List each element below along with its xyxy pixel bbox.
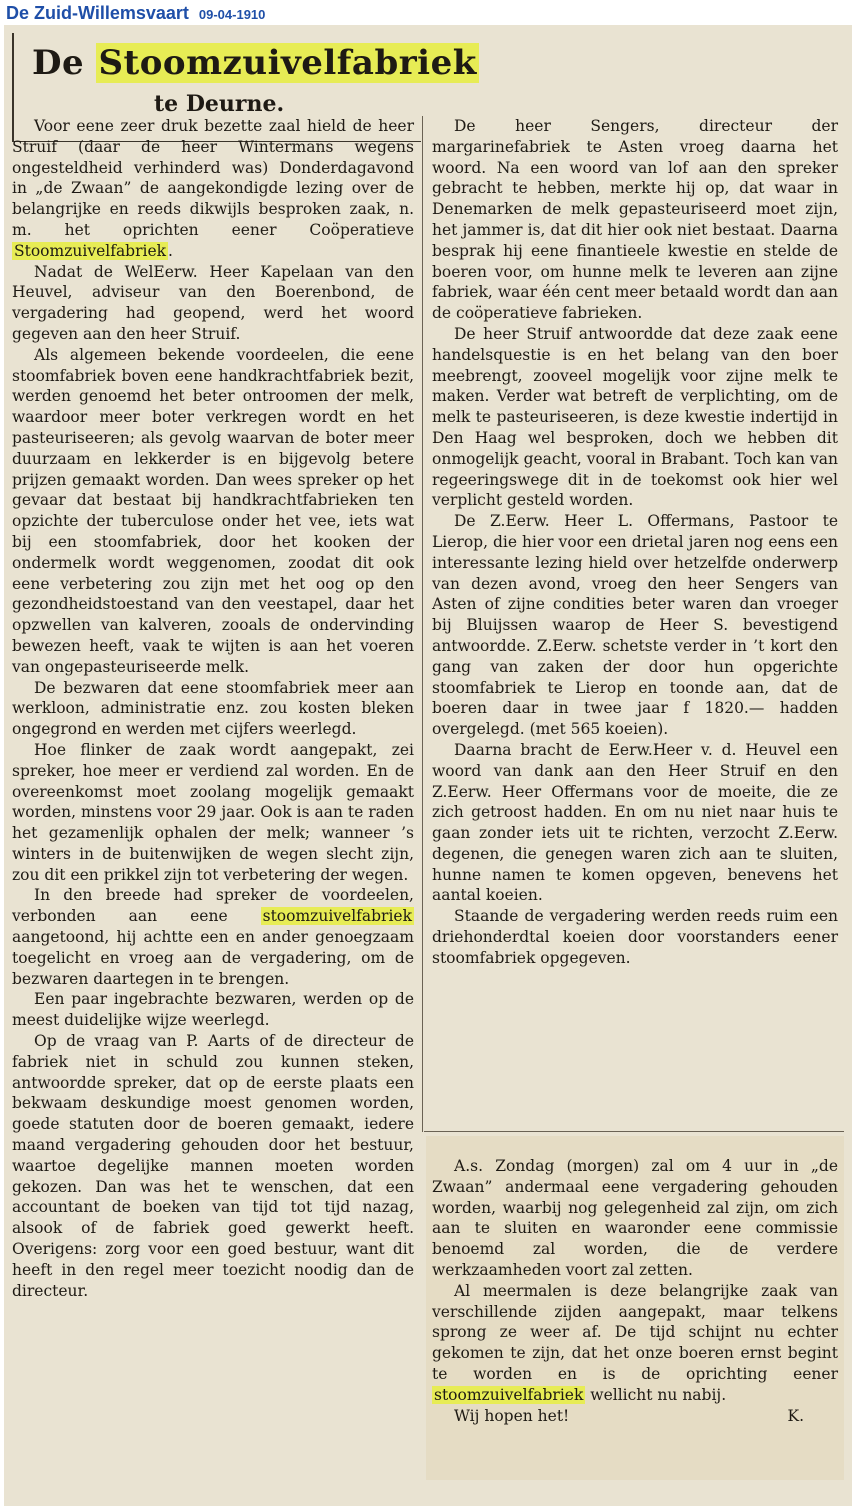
article-lower-right [432,1156,838,1426]
paragraph: Daarna bracht de Eerw.Heer v. d. Heuvel een woord van dank aan den Heer Struif en den Z.Eerw. Heer Offermans voor de moeite, die ze zich getroost hadden. En om nu niet naar huis te gaan zonder iets uit te richten, verzocht Z.Eerw. degenen, die genegen waren zich aan te sluiten, hunne namen te komen opgeven, benevens het aantal koeien. [432,740,838,905]
highlighted-term: stoomzuivelfabriek [434,1385,584,1404]
paragraph: Nadat de WelEerw. Heer Kapelaan van den Heuvel, adviseur van den Boerenbond, de vergadering had geopend, werd het woord gegeven aan den heer Struif. [12,262,414,343]
newspaper-header [6,3,265,25]
paragraph: Als algemeen bekende voordeelen, die eene stoomfabriek boven eene handkrachtfabriek bezit, werden genoemd het beter ontroomen der melk, waardoor meer boter verkregen wordt en het pasteuriseeren; als gevolg waarvan de boter meer duurzaam en lekkerder is en bijgevolg betere prijzen gemaakt worden. Dan wees spreker op het gevaar dat bestaat bij handkrachtfabrieken ten opzichte der tuberculose onder het vee, iets wat bij een stoomfabriek, door het kooken der ondermelk wordt weggenomen, zoodat dit ook eene verbetering zou zijn met het oog op den gezondheidstoestand van den veestapel, daar het opzwellen van kalveren, zooals de ondervinding bewezen heeft, vaak te wijten is aan het voeren van ongepasteuriseerde melk. [12,345,414,676]
paragraph: De heer Sengers, directeur der margarinefabriek te Asten vroeg daarna het woord. Na een woord van lof aan den spreker gebracht te hebben, merkte hij op, dat waar in Denemarken de melk gepasteuriseerd moet zijn, het jammer is, dat dit hier ook niet bestaat. Daarna besprak hij eene finantieele kwestie en stelde de boeren voor, om hunne melk te leveren aan zijne fabriek, waar één cent meer betaald wordt dan aan de coöperatieve fabrieken. [432,117,838,323]
paragraph: Op de vraag van P. Aarts of de directeur de fabriek niet in schuld zou kunnen steken, antwoordde spreker, dat op de eerste plaats een bekwaam deskundige moest genomen worden, goede statuten door de boeren gemaakt, iedere maand vergadering gehouden door het bestuur, waartoe degelijke mannen moeten worden gekozen. Dan was het te wenschen, dat een accountant de boeken van tijd tot tijd nazag, alsook of de fabriek goed gewerkt heeft. Overigens: zorg voor een goed bestuur, want dit heeft in den regel meer toezicht noodig dan de directeur. [12,1032,414,1300]
signoff-text: Wij hopen het! [454,1406,570,1425]
paragraph: De bezwaren dat eene stoomfabriek meer aan werkloon, administratie enz. zou kosten bleken ongegrond en werden met cijfers weerlegd. [12,678,414,739]
article-right-column [432,116,838,969]
paragraph: Hoe flinker de zaak wordt aangepakt, zei spreker, hoe meer er verdiend zal worden. En de overeenkomst moet zoolang mogelijk gemaakt worden, minstens voor 29 jaar. Ook is aan te raden het gezamenlijk ophalen der melk; wanneer ’s winters in de buitenwijken de wegen slecht zijn, zou dit een prikkel zijn tot verbetering der wegen. [12,740,414,884]
paragraph: In den breede had spreker de voordeelen, verbonden aan eene stoomzuivelfabriek aangetoond, hij achtte een en ander genoegzaam toegelicht en vroeg aan de vergadering, om de bezwaren daartegen in te brengen. [12,886,414,988]
newspaper-name: De Zuid-Willemsvaart [6,3,189,23]
section-divider [424,1131,844,1132]
publication-date: 09-04-1910 [198,7,266,22]
column-divider [422,116,423,1132]
paragraph: Staande de vergadering werden reeds ruim een driehonderdtal koeien door voorstanders eener stoomfabriek opgegeven. [432,907,838,967]
subheadline: te Deurne. [154,91,285,117]
author-initial: K. [787,1406,804,1425]
highlighted-term: Stoomzuivelfabriek [14,241,167,260]
headline-lead: De [32,43,85,83]
article-left-column [12,116,414,1301]
paragraph: Al meermalen is deze belangrijke zaak van verschillende zijden aangepakt, maar telkens sprong ze weer af. De tijd schijnt nu echter gekomen te zijn, dat het onze boeren ernst begint te worden en is de oprichting eener stoomzuivelfabriek wellicht nu nabij. [432,1281,838,1404]
paragraph: Voor eene zeer druk bezette zaal hield de heer Struif (daar de heer Wintermans wegens ongesteldheid verhinderd was) Donderdagavond in „de Zwaan” de aangekondigde lezing over de belangrijke en reeds dikwijls besproken zaak, n. m. het oprichten eener Coöperatieve Stoomzuivelfabriek . [12,117,414,260]
signoff [432,1406,838,1427]
paragraph: De Z.Eerw. Heer L. Offermans, Pastoor te Lierop, die hier voor een drietal jaren nog eens een interessante lezing hield over hetzelfde onderwerp van dezen avond, vroeg den heer Sengers van Asten of zijne condities beter waren dan vroeger bij Bluijssen waarop de Heer S. bevestigend antwoordde. Z.Eerw. schetste verder in ’t kort den gang van zaken der door hun opgerichte stoomfabriek te Lierop en toonde aan, dat de boeren daar in twee jaar f 1820.— hadden overgelegd. (met 565 koeien). [432,512,838,739]
paragraph: Een paar ingebrachte bezwaren, werden op de meest duidelijke wijze weerlegd. [12,990,414,1030]
headline-highlighted: Stoomzuivelfabriek [98,43,477,83]
paragraph: De heer Struif antwoordde dat deze zaak eene handelsquestie is en het belang van den boer meebrengt, zooveel mogelijk voor zijne melk te maken. Verder wat betreft de verplichting, om de melk te pasteuriseeren, is deze kwestie indertijd in Den Haag wel besproken, doch we hebben dit onmogelijk geacht, vooral in Brabant. Toch kan van regeeringswege dit in de toekomst ook hier wel verplicht gesteld worden. [432,324,838,510]
headline [32,43,479,83]
paragraph: A.s. Zondag (morgen) zal om 4 uur in „de Zwaan” andermaal eene vergadering gehouden worden, waarbij nog gelegenheid zal zijn, om zich aan te sluiten en waaronder eene commissie benoemd zal worden, die de verdere werkzaamheden voort zal zetten. [432,1157,838,1279]
highlighted-term: stoomzuivelfabriek [262,907,412,926]
